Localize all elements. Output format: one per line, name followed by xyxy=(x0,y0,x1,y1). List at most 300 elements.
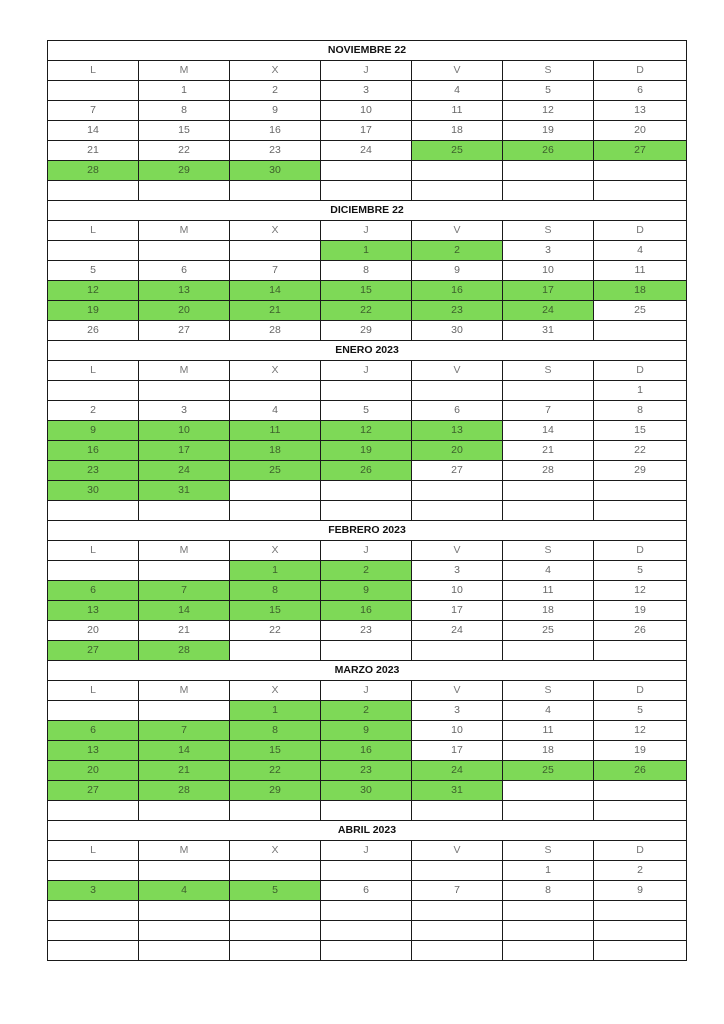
day-cell: 28 xyxy=(230,321,321,341)
day-cell: 23 xyxy=(321,761,412,781)
day-cell xyxy=(48,801,139,821)
weekday-header: M xyxy=(139,681,230,701)
day-cell: 26 xyxy=(321,461,412,481)
day-cell: 8 xyxy=(594,401,687,421)
month-title: DICIEMBRE 22 xyxy=(48,201,687,221)
day-cell: 11 xyxy=(594,261,687,281)
week-row xyxy=(48,301,687,321)
weekday-header: M xyxy=(139,221,230,241)
week-row xyxy=(48,141,687,161)
day-cell xyxy=(321,861,412,881)
week-row xyxy=(48,381,687,401)
day-cell: 26 xyxy=(503,141,594,161)
day-cell xyxy=(321,901,412,921)
day-cell xyxy=(48,241,139,261)
day-cell: 11 xyxy=(230,421,321,441)
day-cell: 3 xyxy=(321,81,412,101)
week-row xyxy=(48,741,687,761)
day-cell: 24 xyxy=(139,461,230,481)
day-cell: 14 xyxy=(139,601,230,621)
week-row xyxy=(48,481,687,501)
weekday-header: M xyxy=(139,841,230,861)
day-cell: 15 xyxy=(594,421,687,441)
month-title-row xyxy=(48,521,687,541)
weekday-header: L xyxy=(48,221,139,241)
day-cell: 17 xyxy=(412,741,503,761)
day-cell xyxy=(412,381,503,401)
day-cell xyxy=(230,241,321,261)
day-cell: 6 xyxy=(321,881,412,901)
day-cell xyxy=(48,381,139,401)
week-row xyxy=(48,601,687,621)
day-cell: 8 xyxy=(503,881,594,901)
day-cell: 19 xyxy=(594,601,687,621)
day-cell: 1 xyxy=(230,701,321,721)
day-cell: 8 xyxy=(321,261,412,281)
day-cell: 24 xyxy=(321,141,412,161)
day-cell: 31 xyxy=(503,321,594,341)
week-row xyxy=(48,401,687,421)
month-title: MARZO 2023 xyxy=(48,661,687,681)
day-cell: 5 xyxy=(594,561,687,581)
day-cell: 30 xyxy=(412,321,503,341)
day-cell xyxy=(412,501,503,521)
weekday-header: D xyxy=(594,541,687,561)
month-title: FEBRERO 2023 xyxy=(48,521,687,541)
day-cell: 5 xyxy=(321,401,412,421)
day-cell xyxy=(321,501,412,521)
day-cell: 1 xyxy=(594,381,687,401)
weekday-header: S xyxy=(503,61,594,81)
weekday-header: J xyxy=(321,681,412,701)
day-cell xyxy=(321,801,412,821)
day-cell: 11 xyxy=(412,101,503,121)
day-cell xyxy=(48,81,139,101)
day-cell: 1 xyxy=(230,561,321,581)
weekday-header: L xyxy=(48,841,139,861)
day-cell: 25 xyxy=(230,461,321,481)
week-row xyxy=(48,321,687,341)
day-cell xyxy=(412,901,503,921)
weekday-header: J xyxy=(321,221,412,241)
day-cell: 15 xyxy=(139,121,230,141)
day-cell xyxy=(503,781,594,801)
day-cell xyxy=(139,561,230,581)
day-cell: 15 xyxy=(230,741,321,761)
day-cell: 24 xyxy=(412,621,503,641)
weekday-header: D xyxy=(594,221,687,241)
day-cell xyxy=(412,161,503,181)
day-cell: 28 xyxy=(139,641,230,661)
day-cell xyxy=(48,561,139,581)
day-cell xyxy=(139,181,230,201)
weekday-header: J xyxy=(321,541,412,561)
week-row xyxy=(48,501,687,521)
weekday-header: S xyxy=(503,221,594,241)
day-cell: 24 xyxy=(412,761,503,781)
school-calendar xyxy=(47,40,687,961)
day-cell: 9 xyxy=(594,881,687,901)
day-cell: 28 xyxy=(139,781,230,801)
day-cell: 14 xyxy=(139,741,230,761)
day-cell xyxy=(594,641,687,661)
weekday-header: M xyxy=(139,361,230,381)
day-cell: 18 xyxy=(503,601,594,621)
day-cell: 4 xyxy=(139,881,230,901)
weekday-header: X xyxy=(230,681,321,701)
week-row xyxy=(48,281,687,301)
day-cell: 31 xyxy=(412,781,503,801)
day-cell xyxy=(230,921,321,941)
day-cell xyxy=(230,501,321,521)
day-cell: 27 xyxy=(594,141,687,161)
day-cell: 18 xyxy=(503,741,594,761)
day-cell xyxy=(230,381,321,401)
day-cell: 10 xyxy=(503,261,594,281)
weekday-header: S xyxy=(503,681,594,701)
day-cell: 6 xyxy=(594,81,687,101)
weekday-header: V xyxy=(412,221,503,241)
day-cell xyxy=(503,901,594,921)
day-cell xyxy=(321,181,412,201)
day-cell xyxy=(48,921,139,941)
day-cell xyxy=(230,941,321,961)
day-cell xyxy=(321,641,412,661)
day-cell xyxy=(594,181,687,201)
day-cell xyxy=(48,901,139,921)
weekday-header: V xyxy=(412,61,503,81)
weekday-header: X xyxy=(230,361,321,381)
day-cell: 23 xyxy=(230,141,321,161)
month-title: ENERO 2023 xyxy=(48,341,687,361)
day-cell xyxy=(594,801,687,821)
day-cell: 11 xyxy=(503,581,594,601)
day-cell xyxy=(139,381,230,401)
day-cell: 6 xyxy=(48,721,139,741)
day-cell: 24 xyxy=(503,301,594,321)
day-cell xyxy=(412,801,503,821)
week-row xyxy=(48,121,687,141)
day-cell: 21 xyxy=(139,761,230,781)
day-cell xyxy=(48,701,139,721)
day-cell: 17 xyxy=(139,441,230,461)
day-cell xyxy=(321,161,412,181)
day-cell: 27 xyxy=(48,641,139,661)
day-cell: 22 xyxy=(321,301,412,321)
weekday-header: J xyxy=(321,61,412,81)
day-cell: 30 xyxy=(230,161,321,181)
day-cell xyxy=(412,481,503,501)
day-cell: 15 xyxy=(230,601,321,621)
week-row xyxy=(48,261,687,281)
day-cell: 4 xyxy=(230,401,321,421)
month-title-row xyxy=(48,201,687,221)
weekday-header: D xyxy=(594,361,687,381)
day-cell: 14 xyxy=(503,421,594,441)
weekday-header: S xyxy=(503,361,594,381)
day-cell: 12 xyxy=(503,101,594,121)
weekday-header-row xyxy=(48,841,687,861)
day-cell: 23 xyxy=(412,301,503,321)
day-cell: 27 xyxy=(412,461,503,481)
month-title-row xyxy=(48,821,687,841)
weekday-header: X xyxy=(230,61,321,81)
week-row xyxy=(48,861,687,881)
day-cell xyxy=(594,161,687,181)
day-cell: 29 xyxy=(230,781,321,801)
day-cell: 7 xyxy=(230,261,321,281)
day-cell: 17 xyxy=(412,601,503,621)
weekday-header: M xyxy=(139,541,230,561)
day-cell: 18 xyxy=(412,121,503,141)
day-cell: 20 xyxy=(139,301,230,321)
week-row xyxy=(48,701,687,721)
day-cell: 3 xyxy=(412,561,503,581)
week-row xyxy=(48,941,687,961)
weekday-header: V xyxy=(412,841,503,861)
day-cell: 4 xyxy=(594,241,687,261)
day-cell: 10 xyxy=(321,101,412,121)
day-cell xyxy=(139,941,230,961)
day-cell: 13 xyxy=(412,421,503,441)
day-cell: 4 xyxy=(503,561,594,581)
day-cell: 31 xyxy=(139,481,230,501)
weekday-header: L xyxy=(48,541,139,561)
day-cell: 23 xyxy=(48,461,139,481)
day-cell xyxy=(594,321,687,341)
day-cell: 29 xyxy=(139,161,230,181)
weekday-header: J xyxy=(321,361,412,381)
weekday-header: L xyxy=(48,61,139,81)
day-cell: 10 xyxy=(412,721,503,741)
day-cell xyxy=(230,641,321,661)
day-cell: 19 xyxy=(503,121,594,141)
day-cell xyxy=(412,181,503,201)
day-cell xyxy=(139,701,230,721)
day-cell xyxy=(321,941,412,961)
day-cell: 9 xyxy=(48,421,139,441)
day-cell: 25 xyxy=(503,761,594,781)
day-cell: 20 xyxy=(594,121,687,141)
day-cell: 6 xyxy=(139,261,230,281)
day-cell xyxy=(503,941,594,961)
day-cell: 25 xyxy=(412,141,503,161)
day-cell: 30 xyxy=(48,481,139,501)
day-cell: 7 xyxy=(412,881,503,901)
day-cell: 9 xyxy=(230,101,321,121)
week-row xyxy=(48,81,687,101)
day-cell xyxy=(503,381,594,401)
day-cell xyxy=(321,481,412,501)
week-row xyxy=(48,461,687,481)
day-cell: 16 xyxy=(412,281,503,301)
day-cell: 27 xyxy=(139,321,230,341)
day-cell: 25 xyxy=(503,621,594,641)
weekday-header-row xyxy=(48,361,687,381)
month-title: NOVIEMBRE 22 xyxy=(48,41,687,61)
weekday-header-row xyxy=(48,681,687,701)
day-cell: 23 xyxy=(321,621,412,641)
day-cell xyxy=(503,921,594,941)
day-cell xyxy=(230,481,321,501)
day-cell: 12 xyxy=(594,721,687,741)
day-cell xyxy=(503,181,594,201)
day-cell: 17 xyxy=(503,281,594,301)
weekday-header: X xyxy=(230,841,321,861)
day-cell xyxy=(139,801,230,821)
day-cell: 26 xyxy=(594,761,687,781)
day-cell: 21 xyxy=(503,441,594,461)
day-cell: 22 xyxy=(230,621,321,641)
week-row xyxy=(48,561,687,581)
weekday-header: V xyxy=(412,361,503,381)
calendar-body xyxy=(48,41,687,961)
weekday-header-row xyxy=(48,221,687,241)
day-cell xyxy=(503,501,594,521)
day-cell: 13 xyxy=(48,601,139,621)
day-cell: 22 xyxy=(139,141,230,161)
day-cell: 14 xyxy=(48,121,139,141)
day-cell: 28 xyxy=(503,461,594,481)
weekday-header: L xyxy=(48,361,139,381)
day-cell: 21 xyxy=(230,301,321,321)
day-cell: 30 xyxy=(321,781,412,801)
week-row xyxy=(48,621,687,641)
day-cell xyxy=(321,921,412,941)
day-cell xyxy=(139,501,230,521)
day-cell: 21 xyxy=(139,621,230,641)
day-cell: 26 xyxy=(48,321,139,341)
day-cell xyxy=(139,921,230,941)
day-cell: 5 xyxy=(48,261,139,281)
day-cell: 10 xyxy=(412,581,503,601)
day-cell xyxy=(139,241,230,261)
day-cell: 20 xyxy=(48,761,139,781)
weekday-header: S xyxy=(503,841,594,861)
day-cell: 29 xyxy=(594,461,687,481)
day-cell: 12 xyxy=(594,581,687,601)
day-cell: 11 xyxy=(503,721,594,741)
weekday-header: S xyxy=(503,541,594,561)
day-cell: 10 xyxy=(139,421,230,441)
day-cell: 7 xyxy=(48,101,139,121)
day-cell xyxy=(412,861,503,881)
weekday-header: J xyxy=(321,841,412,861)
day-cell xyxy=(48,861,139,881)
day-cell: 16 xyxy=(48,441,139,461)
day-cell: 19 xyxy=(321,441,412,461)
day-cell: 2 xyxy=(412,241,503,261)
day-cell xyxy=(48,501,139,521)
weekday-header: D xyxy=(594,841,687,861)
day-cell: 6 xyxy=(48,581,139,601)
day-cell xyxy=(139,861,230,881)
day-cell: 29 xyxy=(321,321,412,341)
day-cell: 8 xyxy=(139,101,230,121)
week-row xyxy=(48,901,687,921)
week-row xyxy=(48,581,687,601)
day-cell: 14 xyxy=(230,281,321,301)
weekday-header: X xyxy=(230,221,321,241)
week-row xyxy=(48,881,687,901)
day-cell xyxy=(503,641,594,661)
weekday-header: V xyxy=(412,541,503,561)
day-cell: 22 xyxy=(594,441,687,461)
day-cell: 8 xyxy=(230,721,321,741)
day-cell xyxy=(48,181,139,201)
day-cell: 19 xyxy=(48,301,139,321)
day-cell: 19 xyxy=(594,741,687,761)
day-cell: 25 xyxy=(594,301,687,321)
day-cell: 13 xyxy=(139,281,230,301)
day-cell: 18 xyxy=(230,441,321,461)
day-cell: 4 xyxy=(412,81,503,101)
week-row xyxy=(48,761,687,781)
week-row xyxy=(48,241,687,261)
weekday-header: M xyxy=(139,61,230,81)
day-cell: 13 xyxy=(48,741,139,761)
month-title-row xyxy=(48,41,687,61)
day-cell: 3 xyxy=(412,701,503,721)
weekday-header: L xyxy=(48,681,139,701)
day-cell xyxy=(412,941,503,961)
day-cell: 1 xyxy=(321,241,412,261)
day-cell xyxy=(139,901,230,921)
week-row xyxy=(48,721,687,741)
day-cell xyxy=(503,801,594,821)
day-cell: 16 xyxy=(230,121,321,141)
day-cell: 13 xyxy=(594,101,687,121)
day-cell xyxy=(412,641,503,661)
day-cell: 5 xyxy=(230,881,321,901)
day-cell xyxy=(230,861,321,881)
week-row xyxy=(48,101,687,121)
day-cell xyxy=(503,481,594,501)
day-cell: 22 xyxy=(230,761,321,781)
day-cell xyxy=(594,481,687,501)
weekday-header-row xyxy=(48,61,687,81)
day-cell: 18 xyxy=(594,281,687,301)
day-cell: 9 xyxy=(321,581,412,601)
day-cell: 20 xyxy=(48,621,139,641)
day-cell: 7 xyxy=(503,401,594,421)
week-row xyxy=(48,161,687,181)
day-cell xyxy=(503,161,594,181)
day-cell: 16 xyxy=(321,741,412,761)
day-cell: 2 xyxy=(321,701,412,721)
day-cell xyxy=(230,901,321,921)
day-cell xyxy=(594,921,687,941)
day-cell: 3 xyxy=(503,241,594,261)
weekday-header: V xyxy=(412,681,503,701)
day-cell: 2 xyxy=(594,861,687,881)
week-row xyxy=(48,801,687,821)
week-row xyxy=(48,641,687,661)
day-cell: 12 xyxy=(321,421,412,441)
week-row xyxy=(48,181,687,201)
day-cell: 2 xyxy=(48,401,139,421)
weekday-header: X xyxy=(230,541,321,561)
week-row xyxy=(48,921,687,941)
day-cell xyxy=(230,801,321,821)
day-cell: 16 xyxy=(321,601,412,621)
day-cell: 1 xyxy=(503,861,594,881)
day-cell xyxy=(230,181,321,201)
day-cell: 7 xyxy=(139,721,230,741)
day-cell xyxy=(594,941,687,961)
day-cell: 8 xyxy=(230,581,321,601)
week-row xyxy=(48,781,687,801)
